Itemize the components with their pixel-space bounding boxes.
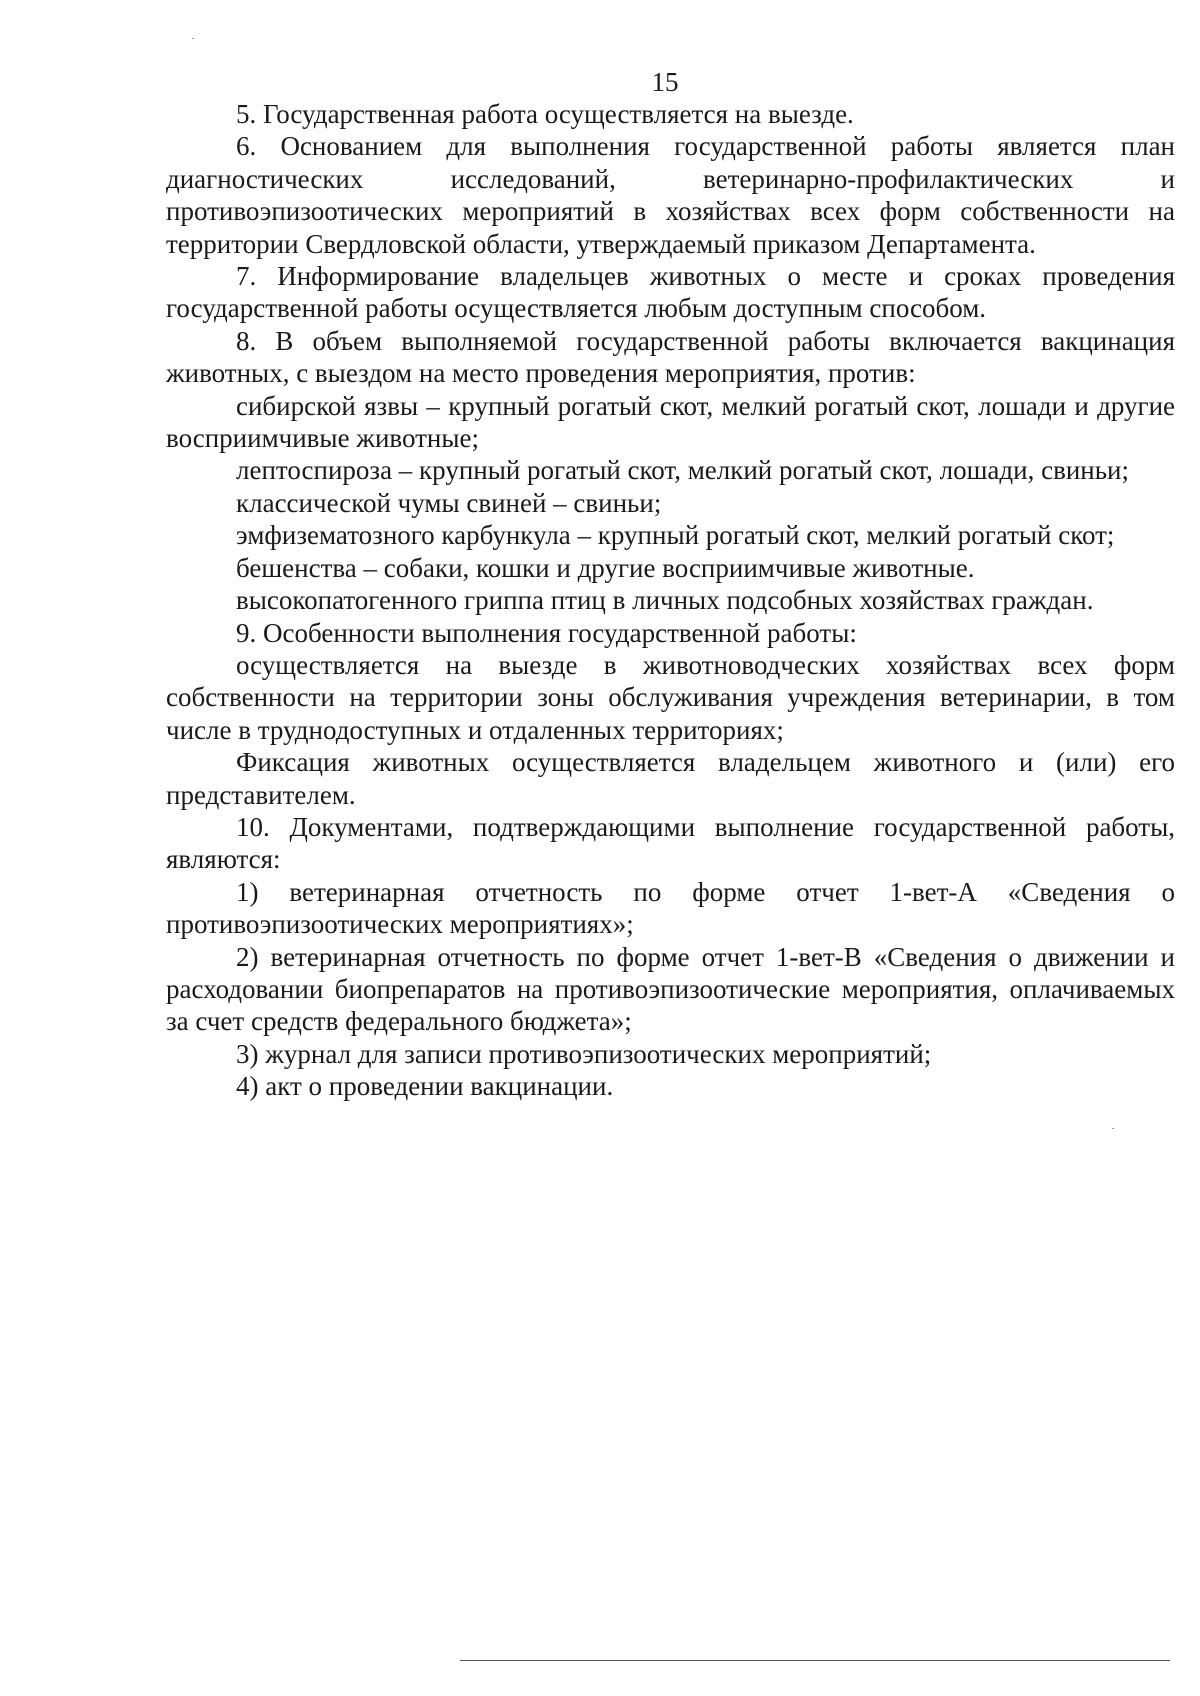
paragraph-7: 7. Информирование владельцев животных о месте и сроках проведения государственной работы осуществляется любым доступным способом. (166, 261, 1175, 324)
paragraph-9-detail-2: Фиксация животных осуществляется владельцем животного и (или) его представителем. (166, 747, 1175, 810)
page-number: 15 (651, 67, 679, 97)
paragraph-5: 5. Государственная работа осуществляется на выезде. (236, 99, 854, 129)
paragraph-10: 10. Документами, подтверждающими выполнение государственной работы, являются: (166, 811, 1175, 875)
document-item-3: 3) журнал для записи противоэпизоотических мероприятий; (236, 1038, 932, 1069)
vaccination-item-avian-flu: высокопатогенного гриппа птиц в личных подсобных хозяйствах граждан. (236, 585, 1094, 616)
document-item-4: 4) акт о проведении вакцинации. (236, 1071, 614, 1102)
document-body (166, 98, 1175, 1103)
vaccination-item-rabies: бешенства – собаки, кошки и другие восприимчивые животные. (236, 552, 975, 583)
paragraph-9: 9. Особенности выполнения государственной работы: (236, 617, 857, 648)
paragraph-9-detail-1: осуществляется на выезде в животноводческих хозяйствах всех форм собственности на территории зоны обслуживания учреждения ветеринарии, в том числе в труднодоступных и отдаленных территориях; (166, 649, 1175, 745)
paragraph-8: 8. В объем выполняемой государственной работы включается вакцинация животных, с выездом на место проведения мероприятия, против: (166, 325, 1175, 389)
vaccination-item-anthrax: сибирской язвы – крупный рогатый скот, мелкий рогатый скот, лошади и другие восприимчивые животные; (166, 390, 1175, 454)
footer-rule (460, 1660, 1170, 1661)
document-item-2: 2) ветеринарная отчетность по форме отчет 1-вет-В «Сведения о движении и расходовании биопрепаратов на противоэпизоотические мероприятия, оплачиваемых за счет средств федерального бюджета»; (166, 941, 1175, 1037)
vaccination-item-leptospirosis: лептоспироза – крупный рогатый скот, мелкий рогатый скот, лошади, свиньи; (236, 455, 1129, 486)
vaccination-item-blackleg: эмфизематозного карбункула – крупный рогатый скот, мелкий рогатый скот; (236, 520, 1115, 551)
document-item-1: 1) ветеринарная отчетность по форме отчет 1-вет-А «Сведения о противоэпизоотических мероприятиях»; (166, 876, 1175, 940)
vaccination-item-swine-fever: классической чумы свиней – свиньи; (236, 487, 662, 518)
paragraph-6: 6. Основанием для выполнения государственной работы является план диагностических исследований, ветеринарно-профилактических и противоэпизоотических мероприятий в хозяйствах всех форм собственности на территории Свердловской области, утверждаемый приказом Департамента. (166, 131, 1175, 259)
scan-speck (192, 38, 194, 39)
scan-speck (1112, 1128, 1114, 1129)
